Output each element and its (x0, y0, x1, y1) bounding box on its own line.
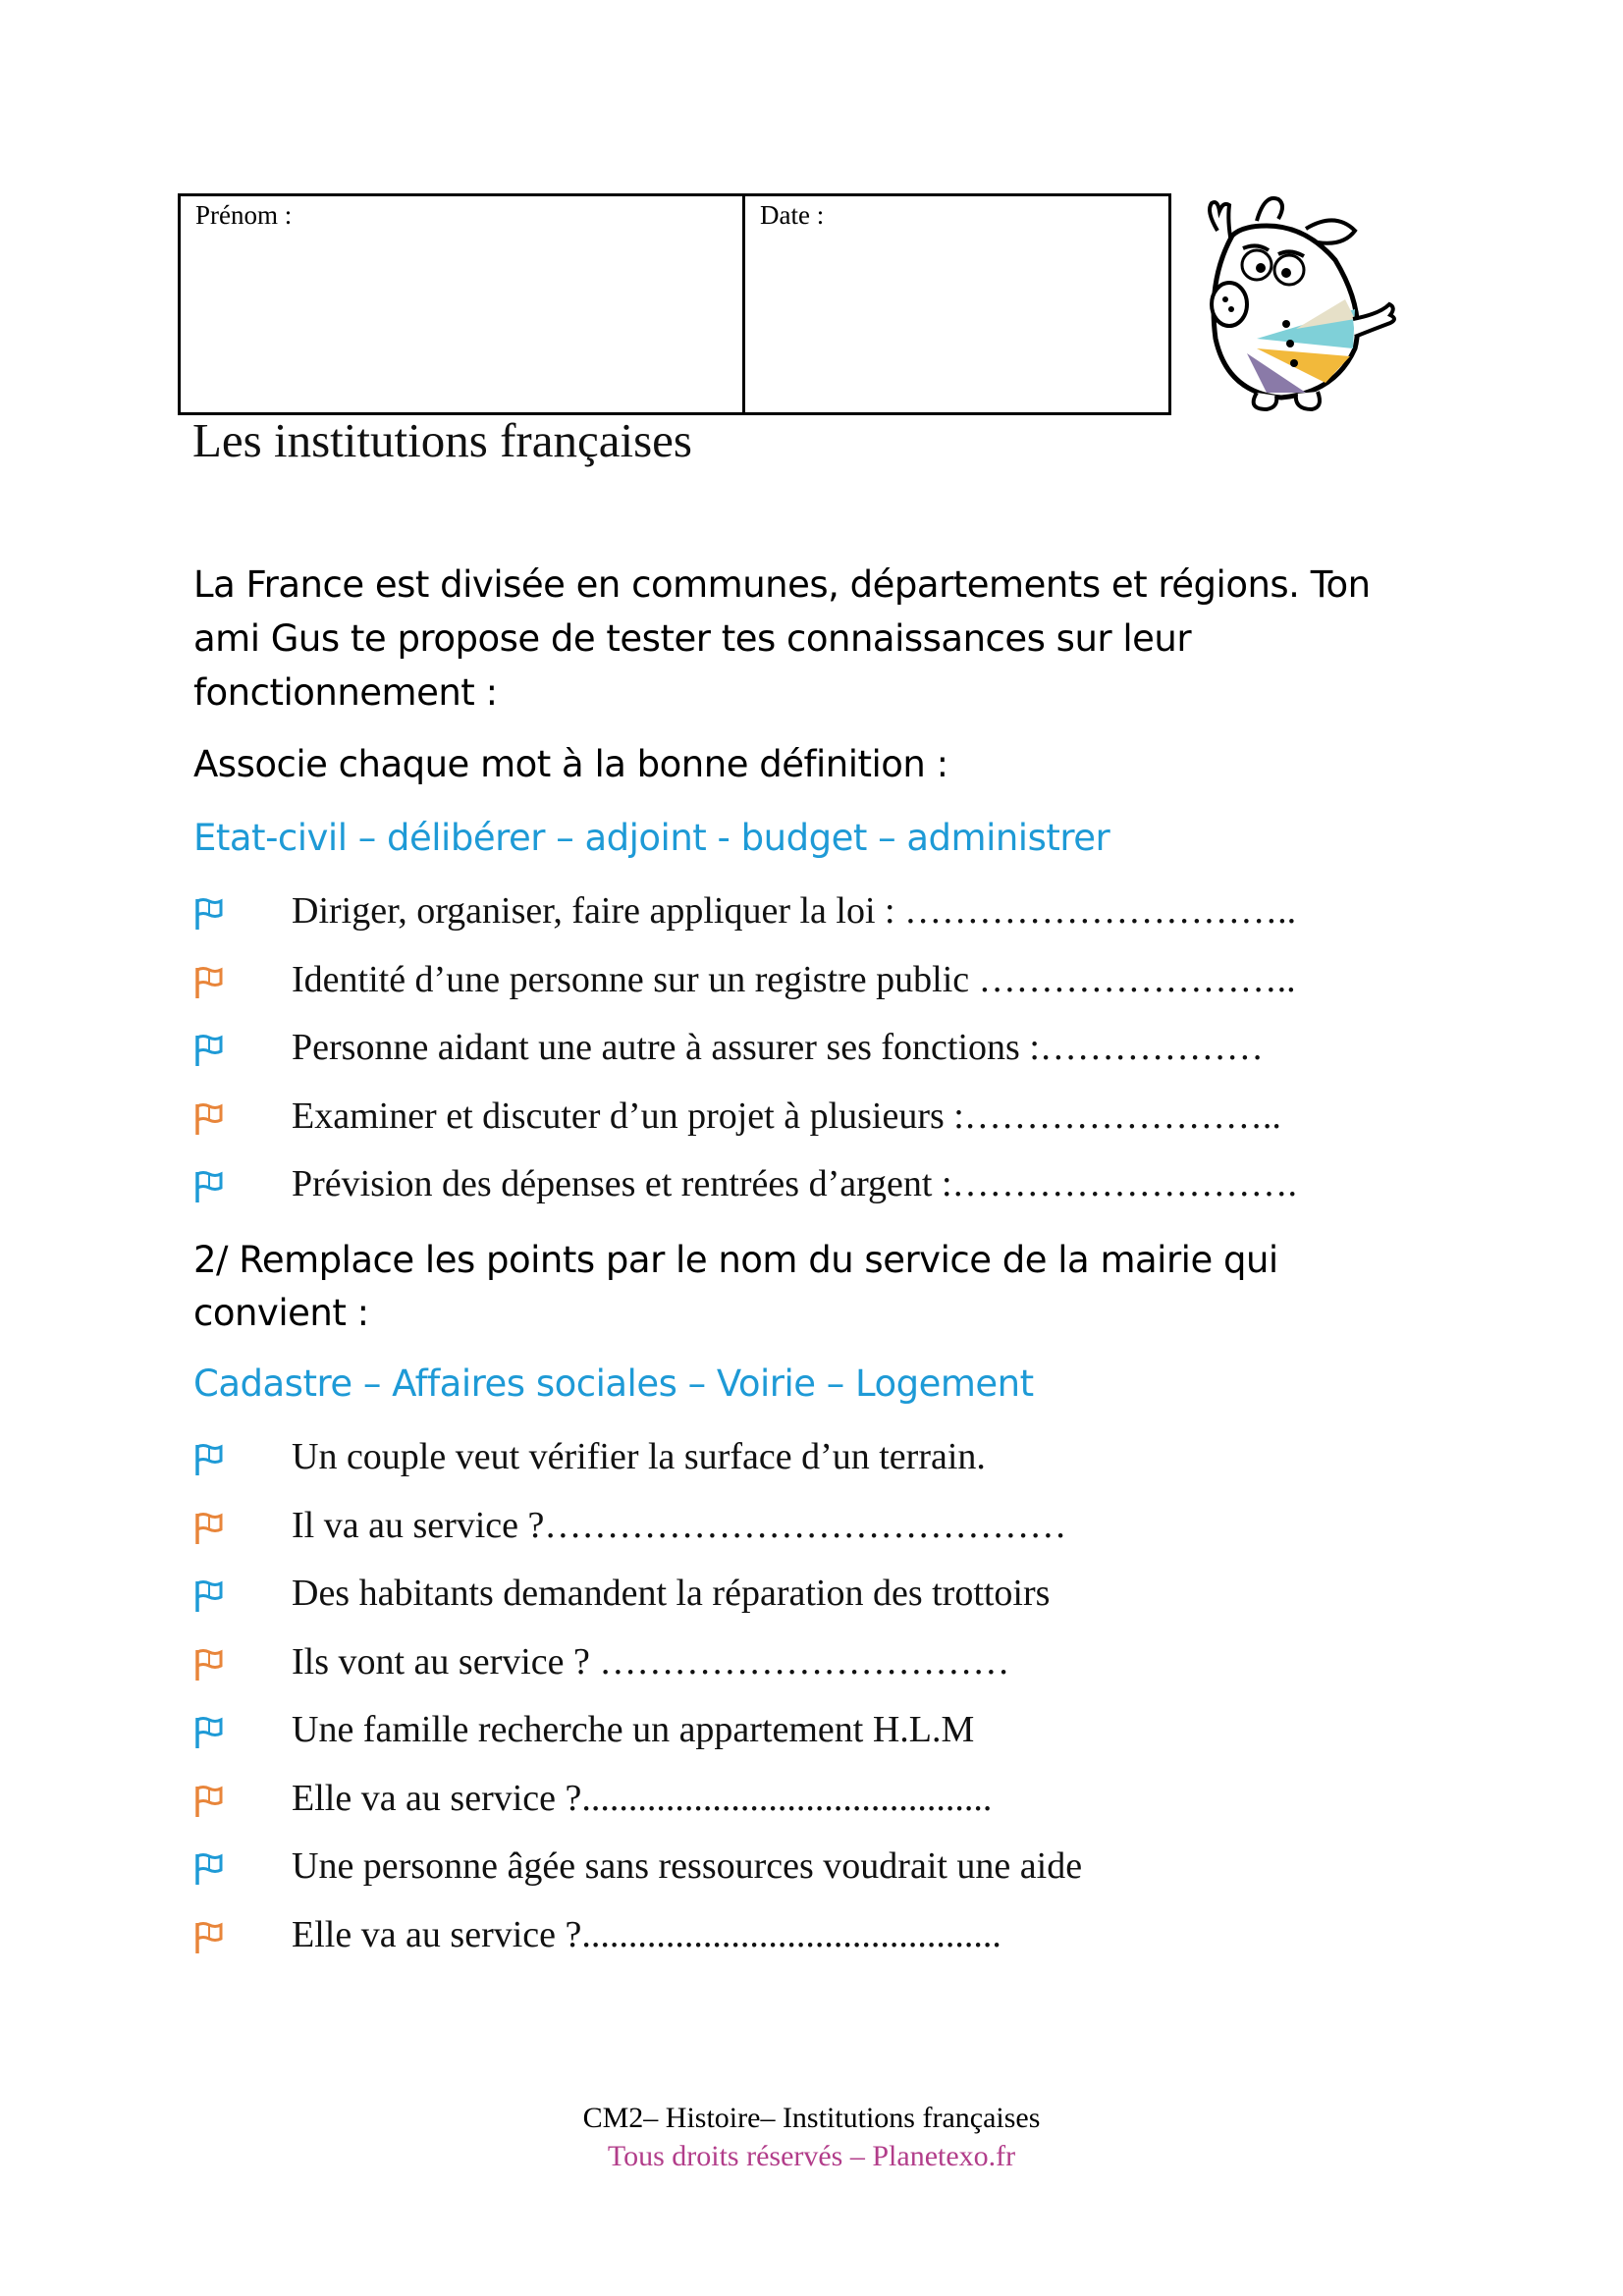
flag-bullet-icon (193, 1102, 223, 1136)
flag-bullet-icon (193, 1648, 223, 1682)
list-item (193, 1026, 1470, 1075)
list-item (193, 1162, 1470, 1211)
list-item (193, 1095, 1470, 1144)
list-item (193, 958, 1470, 1007)
flag-bullet-icon (193, 1579, 223, 1613)
flag-bullet-icon (193, 1785, 223, 1818)
flag-bullet-icon (193, 1921, 223, 1954)
flag-bullet-icon (193, 966, 223, 999)
flag-bullet-icon (193, 1852, 223, 1886)
list-item (193, 1708, 1470, 1757)
footer-subject: CM2– Histoire– Institutions françaises (582, 2102, 1041, 2134)
date-label: Date : (760, 200, 825, 230)
item-text: Des habitants demandent la réparation des trottoirs (292, 1573, 1051, 1614)
flag-bullet-icon (193, 1443, 223, 1476)
list-item (193, 1504, 1470, 1553)
footer-copyright: Tous droits réservés – Planetexo.fr (607, 2140, 1016, 2172)
item-text: Identité d’une personne sur un registre public …………………….. (292, 958, 1296, 1000)
flag-bullet-icon (193, 1512, 223, 1545)
flag-bullet-icon (193, 897, 223, 931)
item-text: Une personne âgée sans ressources voudrait une aide (292, 1845, 1083, 1887)
list-item (193, 1572, 1470, 1621)
list-item (193, 1844, 1470, 1894)
item-text: Un couple veut vérifier la surface d’un terrain. (292, 1436, 986, 1477)
section1-word-list: Etat-civil – délibérer – adjoint - budget – administrer (193, 817, 1110, 859)
list-item (193, 1640, 1470, 1689)
list-item (193, 889, 1470, 938)
page-title: Les institutions françaises (192, 413, 692, 467)
prenom-field[interactable] (181, 196, 745, 412)
list-item (193, 1913, 1470, 1962)
item-text: Elle va au service ?............................................. (292, 1913, 1001, 1955)
item-text: Diriger, organiser, faire appliquer la loi : ………………………….. (292, 890, 1297, 932)
item-text: Elle va au service ?............................................ (292, 1777, 993, 1819)
item-text: Ils vont au service ? …………………………… (292, 1640, 1010, 1682)
flag-bullet-icon (193, 1034, 223, 1067)
section2-instruction: 2/ Remplace les points par le nom du service de la mairie qui convient : (193, 1239, 1278, 1334)
prenom-label: Prénom : (195, 200, 293, 230)
section1-instruction: Associe chaque mot à la bonne définition : (193, 743, 948, 785)
item-text: Personne aidant une autre à assurer ses fonctions :……………… (292, 1027, 1264, 1068)
item-text: Une famille recherche un appartement H.L.M (292, 1709, 975, 1750)
intro-paragraph: La France est divisée en communes, départements et régions. Ton ami Gus te propose de tester tes connaissances sur leur fonctionnement : (193, 563, 1371, 714)
name-date-box (178, 193, 1171, 415)
flag-bullet-icon (193, 1170, 223, 1203)
item-text: Il va au service ?…………………………………… (292, 1504, 1067, 1546)
item-text: Examiner et discuter d’un projet à plusieurs :…………………….. (292, 1095, 1281, 1137)
flag-bullet-icon (193, 1716, 223, 1749)
item-text: Prévision des dépenses et rentrées d’argent :………………………. (292, 1163, 1298, 1204)
list-item (193, 1777, 1470, 1826)
date-field[interactable] (745, 196, 1168, 412)
section2-word-list: Cadastre – Affaires sociales – Voirie – Logement (193, 1362, 1034, 1405)
gus-mascot-illustration (1188, 191, 1419, 417)
list-item (193, 1435, 1470, 1484)
